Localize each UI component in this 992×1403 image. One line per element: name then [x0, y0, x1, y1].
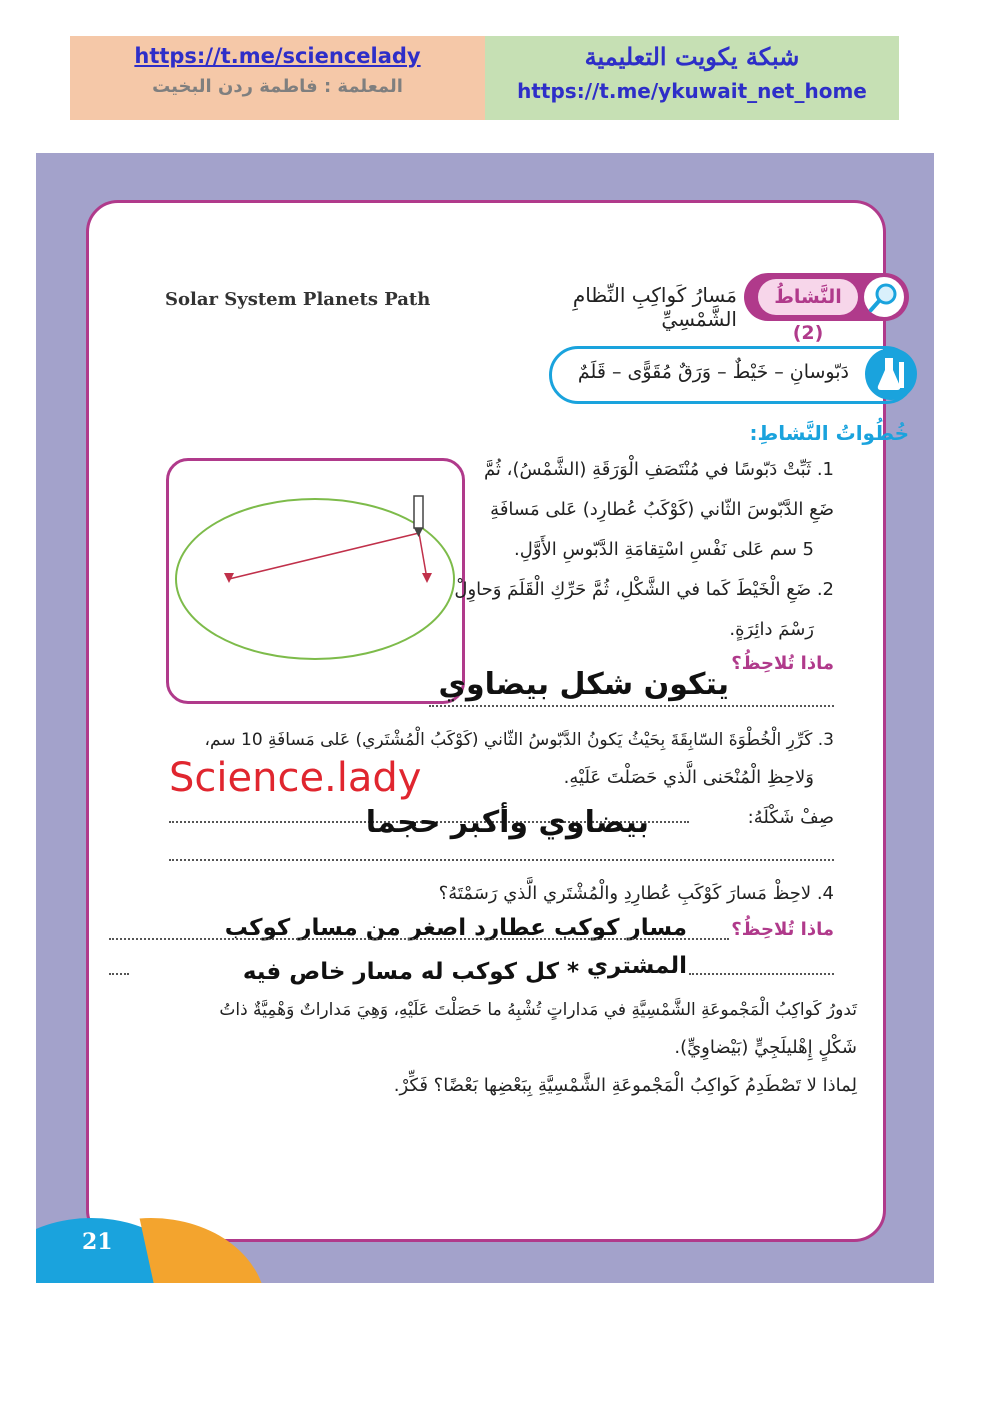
step-4: 4. لاحِظْ مَسارَ كَوْكَبِ عُطارِدِ والْمُشْتَري الَّذي رَسَمْتَهُ؟ — [438, 883, 834, 904]
question-label-1: ماذا تُلاحِظُ؟ — [731, 653, 834, 674]
step-3-line-1: 3. كَرِّرِ الْخُطْوَةَ السّابِقَةَ بِحَيْثُ يَكونُ الدَّبّوسُ الثّاني (كَوْكَبُ الْمُشْتَري) عَلى مَسافَةِ 10 سم، — [204, 730, 834, 750]
step-1-line-3: 5 سم عَلى نَفْسِ اسْتِقامَةِ الدَّبّوسِ الأَوَّلِ. — [514, 539, 814, 560]
question-label-2: ماذا تُلاحِظُ؟ — [731, 919, 834, 940]
answer-line-4b — [109, 973, 129, 975]
step-2-line-1: 2. ضَعِ الْخَيْطَ كَما في الشَّكْلِ، ثُمَّ حَرِّكِ الْقَلَمَ وَحاوِلْ — [454, 579, 834, 600]
answer-2: بيضاوي وأكبر حجما — [365, 805, 649, 840]
magnifier-icon — [864, 277, 904, 317]
answer-line-1 — [429, 705, 834, 707]
step-1-line-1: 1. ثَبِّتْ دَبّوسًا في مُنْتَصَفِ الْوَرَقَةِ (الشَّمْسُ)، ثُمَّ — [483, 459, 834, 480]
step-3-line-2: وَلاحِظِ الْمُنْحَنى الَّذي حَصَلْتَ عَلَيْهِ. — [563, 767, 814, 788]
ellipse-diagram — [166, 458, 465, 704]
teacher-name: المعلمة : فاطمة ردن البخيت — [152, 76, 403, 97]
header-right-banner — [485, 36, 899, 120]
string-line-1 — [229, 533, 419, 579]
activity-label: النَّشاطُ (2) — [758, 279, 858, 315]
step-2-line-2: رَسْمَ دائِرَةٍ. — [729, 619, 814, 640]
answer-line-2 — [169, 859, 834, 861]
answer-1: يتكون شكل بيضاوي — [438, 667, 729, 702]
network-title: شبكة يكويت التعليمية — [584, 42, 800, 71]
watermark-text: Science.lady — [169, 755, 422, 801]
note-line-1: تَدورُ كَواكِبُ الْمَجْموعَةِ الشَّمْسِيَّةِ في مَداراتٍ تُشْبِهُ ما حَصَلْتَ عَلَيْهِ، وَهِيَ مَداراتٌ وَهْمِيَّةٌ ذاتُ — [219, 1000, 857, 1020]
english-title: Solar System Planets Path — [165, 289, 431, 310]
describe-label: صِفْ شَكْلَهُ: — [747, 807, 834, 828]
note-line-2: شَكْلٍ إِهْليلَجِيٍّ (بَيْضاوِيٍّ). — [674, 1037, 857, 1058]
header-left-banner — [70, 36, 485, 120]
string-line-2 — [419, 533, 427, 579]
activity-label-pill — [744, 273, 909, 344]
materials-text: دَبّوسانِ – خَيْطٌ – وَرَقٌ مُقَوًّى – قَلَمٌ — [577, 361, 849, 383]
think-question: لِماذا لا تَصْطَدِمُ كَواكِبُ الْمَجْموعَةِ الشَّمْسِيَّةِ بِبَعْضِها بَعْضًا؟ فَكِّرْ. — [393, 1075, 857, 1096]
pencil-icon — [414, 496, 423, 537]
page-number: 21 — [82, 1229, 113, 1255]
textbook-page — [36, 153, 934, 1283]
sciencelady-link[interactable]: https://t.me/sciencelady — [134, 44, 421, 68]
activity-card — [86, 200, 909, 1242]
steps-heading: خُطُواتُ النَّشاطِ: — [749, 421, 909, 445]
flask-icon — [865, 348, 917, 400]
answer-line-4a — [689, 973, 834, 975]
ellipse-path — [176, 499, 454, 659]
step-1-line-2: ضَعِ الدَّبّوسَ الثّاني (كَوْكَبُ عُطارِد) عَلى مَسافَةِ — [490, 499, 834, 520]
activity-title: مَسارُ كَواكِبِ النِّظامِ الشَّمْسِيِّ — [572, 283, 737, 331]
ykuwait-link[interactable]: https://t.me/ykuwait_net_home — [517, 79, 867, 103]
answer-line-3 — [109, 938, 729, 940]
answer-4: * كل كوكب له مسار خاص فيه — [242, 959, 579, 985]
answer-3: مسار كوكب عطارد اصغر من مسار كوكب المشتري — [224, 915, 687, 979]
